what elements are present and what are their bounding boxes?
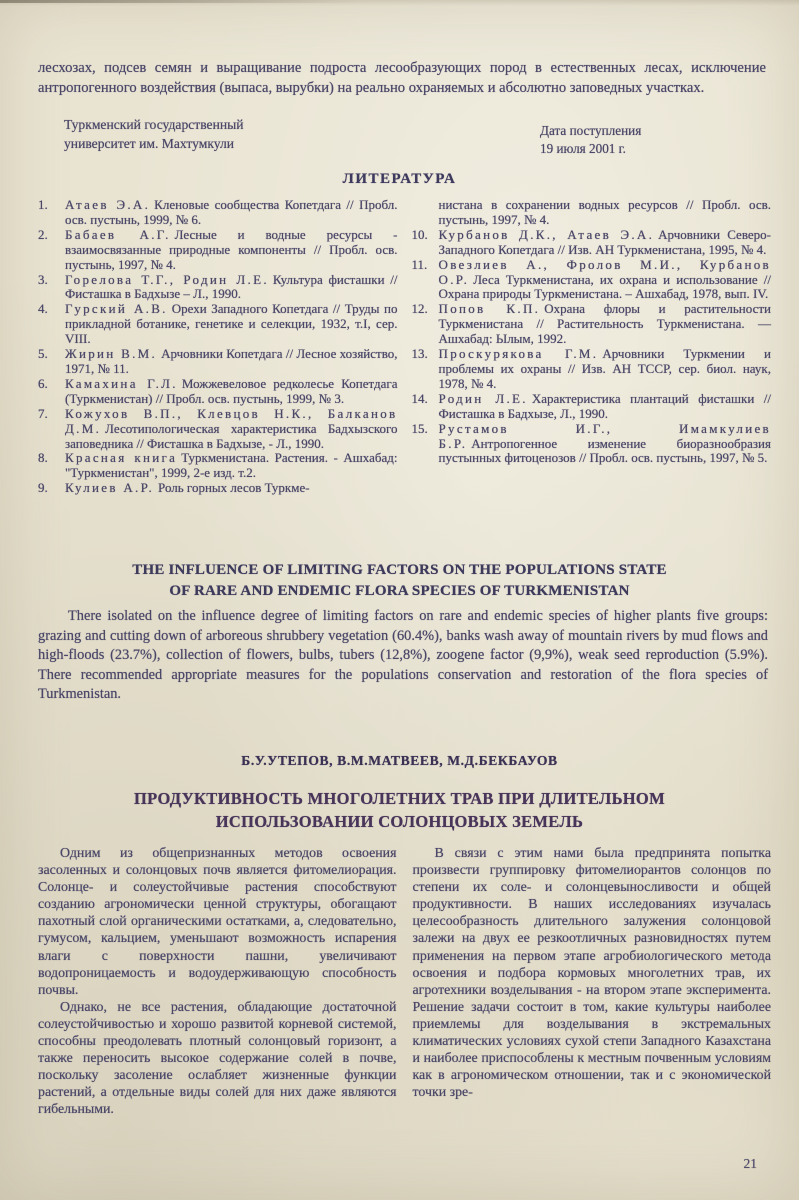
reference-column-right [412,198,772,496]
reference-number: 8. [38,450,48,466]
reference-text: Арчовники Северо-Западного Копетдага // Изв. АН Туркменистана, 1995, № 4. [438,226,771,257]
reference-text: Роль горных лесов Туркме- [158,480,310,496]
english-abstract: There isolated on the influence degree of limiting factors on rare and endemic species of higher plants five groups: grazing and cutting down of arboreous shrubbery vegetation (60.4%), banks wash away of mountain rivers by mud flows and high-floods (23.7%), collection of flowers, bulbs, tubers (12,8%), zoogene factor (9,9%), weak seed reproduction (5.9%). There recommended appropriate measures for the populations conservation and restoration of the flora species of Turkmenistan. [38,608,768,703]
body-column-right [413,845,772,1119]
reference-item [412,392,772,422]
reference-number: 4. [38,301,48,317]
affiliation-block [64,116,244,153]
reference-item [412,422,772,467]
reference-number: 13. [411,346,428,362]
affiliation-line-1: Туркменский государственный [64,117,244,132]
reference-authors: Овезлиев А., Фролов М.И., Курбанов О.Р. [438,256,771,287]
body-column-left [38,845,397,1119]
body-paragraph: Однако, не все растения, обладающие достаточной солеустойчивостью и хорошо развитой корневой системой, способны преодолевать плотный солонцовый горизонт, а также переносить высокое содержание солей в почве, поскольку засоление ослабляет жизненные функции растений, а отдельные виды солей для них даже являются гибельными. [38,999,397,1118]
reference-authors: Рустамов И.Г., Имамкулиев Б.Р. [438,420,771,451]
article-title [0,787,799,833]
reference-body [65,407,398,452]
reference-text: Леса Туркменистана, их охрана и использование // Охрана природы Туркменистана. – Ашхабад, 1978, вып. IV. [438,271,771,302]
literature-heading: ЛИТЕРАТУРА [342,171,457,187]
reference-authors: Кожухов В.П., Клевцов Н.К., Балканов Д.М. [65,405,398,436]
reference-text: Антропогенное изменение биоразнообразия пустынных фитоценозов // Пробл. осв. пустынь, 1997, № 5. [438,435,771,466]
reference-item [412,228,772,258]
reference-text: Арчовники Копетдага // Лесное хозяйство, 1971, № 11. [65,346,398,376]
reference-authors: Попов К.П. [438,301,541,317]
reference-item [412,198,772,228]
reference-number: 14. [411,390,428,406]
reference-text: Кленовые сообщества Копетдага // Пробл. осв. пустынь, 1999, № 6. [65,197,398,227]
reference-body [439,347,772,392]
reference-body [65,198,398,228]
reference-body [65,451,398,481]
affiliation-line-2: университет им. Махтумкули [64,135,235,151]
reference-number: 7. [38,405,48,421]
reference-number: 5. [38,346,48,362]
previous-article-closing-paragraph: лесхозах, подсев семян и выращивание подроста лесообразующих пород в естественных лесах, исключение антропогенного воздействия (выпаса, вырубки) на реально охраняемых и абсолютно заповедных участках. [38,60,766,96]
reference-body [439,392,772,422]
reference-number: 6. [38,375,48,391]
reference-number: 2. [38,226,48,242]
reference-body [65,302,398,347]
reference-authors: Гурский А.В. [65,301,168,317]
reference-item [38,377,398,407]
reference-text: Туркменистана. Растения. - Ашхабад: "Туркменистан", 1999, 2-е изд. т.2. [65,450,398,481]
reference-authors: Родин Л.Е. [438,390,528,406]
reference-item [38,273,398,303]
reference-item [38,451,398,481]
reference-number: 10. [411,226,428,242]
body-paragraph: Одним из общепризнанных методов освоения засоленных и солонцовых почв является фитомелиорация. Солонце- и солеустойчивые растения способствуют созданию агрономически ценной структуры, обогащают пахотный слой органическими остатками, а, следовательно, гумусом, кальцием, уменьшают возможность испарения влаги с поверхности пашни, увеличивают водопроницаемость и водоудерживающую способность почвы. [38,846,397,998]
reference-authors: Кулиев А.Р. [65,480,155,496]
reference-text: Культура фисташки // Фисташка в Бадхызе – Л., 1990. [65,271,398,302]
reference-text: нистана в сохранении водных ресурсов // Пробл. осв. пустынь, 1997, № 4. [438,197,771,227]
reference-item [38,198,398,228]
article-body [38,845,771,1119]
reference-authors: Камахина Г.Л. [65,375,178,391]
reference-text: Лесотипологическая характеристика Бадхызского заповедника // Фисташка в Бадхызе, - Л., 1990. [65,420,398,451]
reference-number: 15. [411,420,428,436]
reference-item [412,258,772,303]
authors-line: Б.У.УТЕПОВ, В.М.МАТВЕЕВ, М.Д.БЕКБАУОВ [241,753,558,768]
reference-number: 9. [38,480,48,496]
page-number: 21 [743,1156,757,1171]
article-title-line-2: ИСПОЛЬЗОВАНИИ СОЛОНЦОВЫХ ЗЕМЕЛЬ [215,812,584,831]
reference-body [439,258,772,303]
reference-item [38,481,398,496]
reference-number: 11. [411,256,428,272]
date-received-label: Дата поступления [540,123,642,138]
reference-authors: Красная книга [65,450,178,466]
reference-text: Орехи Западного Копетдага // Труды по прикладной ботанике, генетике и селекции, 1932, т.I, сер. VIII. [65,301,398,347]
reference-text: Арчовники Туркмении и проблемы их охраны // Изв. АН ТССР, сер. биол. наук, 1978, № 4. [438,346,771,391]
reference-number: 3. [38,271,48,287]
reference-item [38,347,398,377]
reference-item [412,302,772,347]
scan-edge-shadow [0,0,360,3]
reference-body [65,377,398,407]
english-title-line-1: THE INFLUENCE OF LIMITING FACTORS ON THE POPULATIONS STATE [132,562,667,578]
date-received-value: 19 июля 2001 г. [540,140,626,156]
reference-column-left [38,198,398,496]
reference-item [38,228,398,273]
reference-body [65,273,398,303]
reference-item [38,302,398,347]
reference-authors: Бабаев А.Г. [65,226,171,242]
body-paragraph: В связи с этим нами была предпринята попытка произвести группировку фитомелиорантов солонцов по степени их соле- и солонцевыносливости и общей продуктивности. В наших исследованиях изучалась целесообразность длительного залужения солонцовой залежи на двух ее резкоотличных разновидностях путем применения на первом этапе агробиологического метода освоения и подбора кормовых многолетних трав, их агротехники возделывания - на втором этапе эксперимента. Решение задачи состоит в том, какие культуры наиболее приемлемы для возделывания в экстремальных климатических условиях сухой степи Западного Казахстана и наиболее приспособлены к местным почвенным условиям как в агрономическом отношении, так и с экономической точки зре- [412,846,771,1101]
reference-item [38,407,398,452]
reference-body [439,198,772,228]
reference-item [412,347,772,392]
reference-number: 12. [411,301,428,317]
reference-text: Можжевеловое редколесье Копетдага (Туркменистан) // Пробл. осв. пустынь, 1999, № 3. [65,375,398,406]
reference-text: Охрана флоры и растительности Туркменистана // Растительность Туркменистана. — Ашхабад: Ылым, 1992. [438,301,771,347]
reference-list [38,198,771,496]
article-title-line-1: ПРОДУКТИВНОСТЬ МНОГОЛЕТНИХ ТРАВ ПРИ ДЛИТЕЛЬНОМ [134,789,665,808]
reference-number: 1. [38,197,48,212]
reference-text: Лесные и водные ресурсы - взаимосвязанные природные компоненты // Пробл. осв. пустынь, 1997, № 4. [65,226,398,272]
reference-authors: Курбанов Д.К., Атаев Э.А. [438,226,655,242]
reference-body [439,228,772,258]
reference-body [439,302,772,347]
reference-text: Характеристика плантаций фисташки // Фисташка в Бадхызе, Л., 1990. [438,390,771,421]
reference-authors: Горелова Т.Г., Родин Л.Е. [65,271,269,287]
reference-body [439,422,772,467]
reference-authors: Атаев Э.А. [65,197,151,212]
reference-authors: Жирин В.М. [65,346,158,362]
date-received-block [540,122,641,157]
english-article-title [0,560,799,601]
reference-body [65,481,398,496]
reference-body [65,347,398,377]
english-title-line-2: OF RARE AND ENDEMIC FLORA SPECIES OF TURKMENISTAN [169,582,630,599]
reference-body [65,228,398,273]
reference-number [412,198,439,228]
reference-authors: Проскурякова Г.М. [438,346,599,362]
